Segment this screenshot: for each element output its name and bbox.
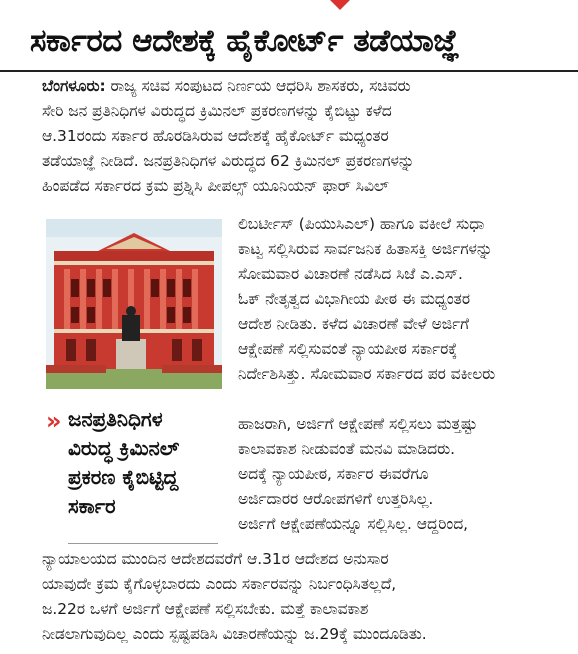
- body-line-5: ಲಿಬರ್ಟೀಸ್ (ಪಿಯುಸಿಎಲ್) ಹಾಗೂ ವಕೀಲೆ ಸುಧಾ: [238, 215, 485, 233]
- body-line-12: ಹಾಜರಾಗಿ, ಅರ್ಜಿಗೆ ಆಕ್ಷೇಪಣೆ ಸಲ್ಲಿಸಲು ಮತ್ತಷ್ಟು: [238, 415, 478, 433]
- body-line-7: ಸೋಮವಾರ ವಿಚಾರಣೆ ನಡೆಸಿದ ಸಿಜೆ ಎ.ಎಸ್.: [238, 265, 463, 283]
- body-line-1: ಸೇರಿ ಜನ ಪ್ರತಿನಿಧಿಗಳ ವಿರುದ್ಧದ ಕ್ರಿಮಿನಲ್ ಪ್ರಕರಣಗಳನ್ನು ಕೈಬಿಟ್ಟು ಕಳೆದ: [42, 102, 392, 120]
- top-border: [0, 0, 578, 6]
- body-text: ರಾಜ್ಯ ಸಚಿವ ಸಂಪುಟದ ನಿರ್ಣಯ ಆಧರಿಸಿ ಶಾಸಕರು, ಸಚಿವರು: [110, 77, 411, 95]
- body-line-13: ಕಾಲಾವಕಾಶ ನೀಡುವಂತೆ ಮನವಿ ಮಾಡಿದರು.: [238, 440, 456, 458]
- body-line-18: ಯಾವುದೇ ಕ್ರಮ ಕೈಗೊಳ್ಳಬಾರದು ಎಂದು ಸರ್ಕಾರವನ್ನು ನಿರ್ಬಂಧಿಸಿತಲ್ಲದೆ,: [42, 575, 397, 593]
- body-line-8: ಓಕ್ ನೇತೃತ್ವದ ವಿಭಾಗೀಯ ಪೀಠ ಈ ಮಧ್ಯಂತರ: [238, 290, 470, 308]
- body-line-9: ಆದೇಶ ನೀಡಿತು. ಕಳೆದ ವಿಚಾರಣೆ ವೇಳೆ ಅರ್ಜಿಗೆ: [238, 315, 470, 333]
- body-line-16: ಅರ್ಜಿಗೆ ಆಕ್ಷೇಪಣೆಯನ್ನೂ ಸಲ್ಲಿಸಿಲ್ಲ. ಆದ್ದರಿಂದ,: [238, 515, 469, 533]
- body-line-11: ನಿರ್ದೇಶಿಸಿತ್ತು. ಸೋಮವಾರ ಸರ್ಕಾರದ ಪರ ವಕೀಲರು: [238, 365, 496, 383]
- pull-quote-marker: »: [46, 407, 62, 435]
- body-line-6: ಕಾಟ್ವ ಸಲ್ಲಿಸಿರುವ ಸಾರ್ವಜನಿಕ ಹಿತಾಸಕ್ತಿ ಅರ್ಜಿಗಳನ್ನು: [238, 240, 493, 258]
- body-line-20: ನೀಡಲಾಗುವುದಿಲ್ಲ ಎಂದು ಸ್ಪಷ್ಟಪಡಿಸಿ ವಿಚಾರಣೆಯನ್ನು ಜ.29ಕ್ಕೆ ಮುಂದೂಡಿತು.: [42, 625, 427, 643]
- pull-quote-text: ಜನಪ್ರತಿನಿಧಿಗಳ ವಿರುದ್ಧ ಕ್ರಿಮಿನಲ್ ಪ್ರಕರಣ ಕೈಬಿಟ್ಟಿದ್ದ ಸರ್ಕಾರ: [68, 407, 180, 518]
- body-line-10: ಆಕ್ಷೇಪಣೆ ಸಲ್ಲಿಸುವಂತೆ ನ್ಯಾಯಪೀಠ ಸರ್ಕಾರಕ್ಕೆ: [238, 340, 458, 358]
- headline-divider: [0, 70, 578, 72]
- high-court-photo: [46, 219, 222, 389]
- article-headline: ಸರ್ಕಾರದ ಆದೇಶಕ್ಕೆ ಹೈಕೋರ್ಟ್ ತಡೆಯಾಜ್ಞೆ: [30, 23, 460, 59]
- body-line-19: ಜ.22ರ ಒಳಗೆ ಅರ್ಜಿಗೆ ಆಕ್ಷೇಪಣೆ ಸಲ್ಲಿಸಬೇಕು. ಮತ್ತೆ ಕಾಲಾವಕಾಶ: [42, 600, 369, 618]
- pull-quote-divider: [68, 543, 218, 544]
- body-line-14: ಅದಕ್ಕೆ ನ್ಯಾಯಪೀಠ, ಸರ್ಕಾರ ಈವರೆಗೂ: [238, 465, 429, 483]
- pull-quote: [46, 405, 226, 545]
- high-court-building-image: [46, 219, 222, 389]
- body-line-15: ಅರ್ಜಿದಾರರ ಆರೋಪಗಳಿಗೆ ಉತ್ತರಿಸಿಲ್ಲ.: [238, 490, 434, 508]
- body-line-0: [42, 74, 572, 98]
- body-line-3: ತಡೆಯಾಜ್ಞೆ ನೀಡಿದೆ. ಜನಪ್ರತಿನಿಧಿಗಳ ವಿರುದ್ಧದ 62 ಕ್ರಿಮಿನಲ್ ಪ್ರಕರಣಗಳನ್ನು: [42, 152, 415, 170]
- section-marker: [330, 0, 350, 10]
- body-line-4: ಹಿಂಪಡೆದ ಸರ್ಕಾರದ ಕ್ರಮ ಪ್ರಶ್ನಿಸಿ ಪೀಪಲ್ಸ್ ಯೂನಿಯನ್ ಫಾರ್ ಸಿವಿಲ್: [42, 177, 389, 195]
- dateline: ಬೆಂಗಳೂರು:: [42, 77, 106, 95]
- body-line-17: ನ್ಯಾಯಾಲಯದ ಮುಂದಿನ ಆದೇಶದವರೆಗೆ ಆ.31ರ ಆದೇಶದ ಅನುಸಾರ: [42, 550, 389, 568]
- body-line-2: ಆ.31ರಂದು ಸರ್ಕಾರ ಹೊರಡಿಸಿರುವ ಆದೇಶಕ್ಕೆ ಹೈಕೋರ್ಟ್ ಮಧ್ಯಂತರ: [42, 127, 389, 145]
